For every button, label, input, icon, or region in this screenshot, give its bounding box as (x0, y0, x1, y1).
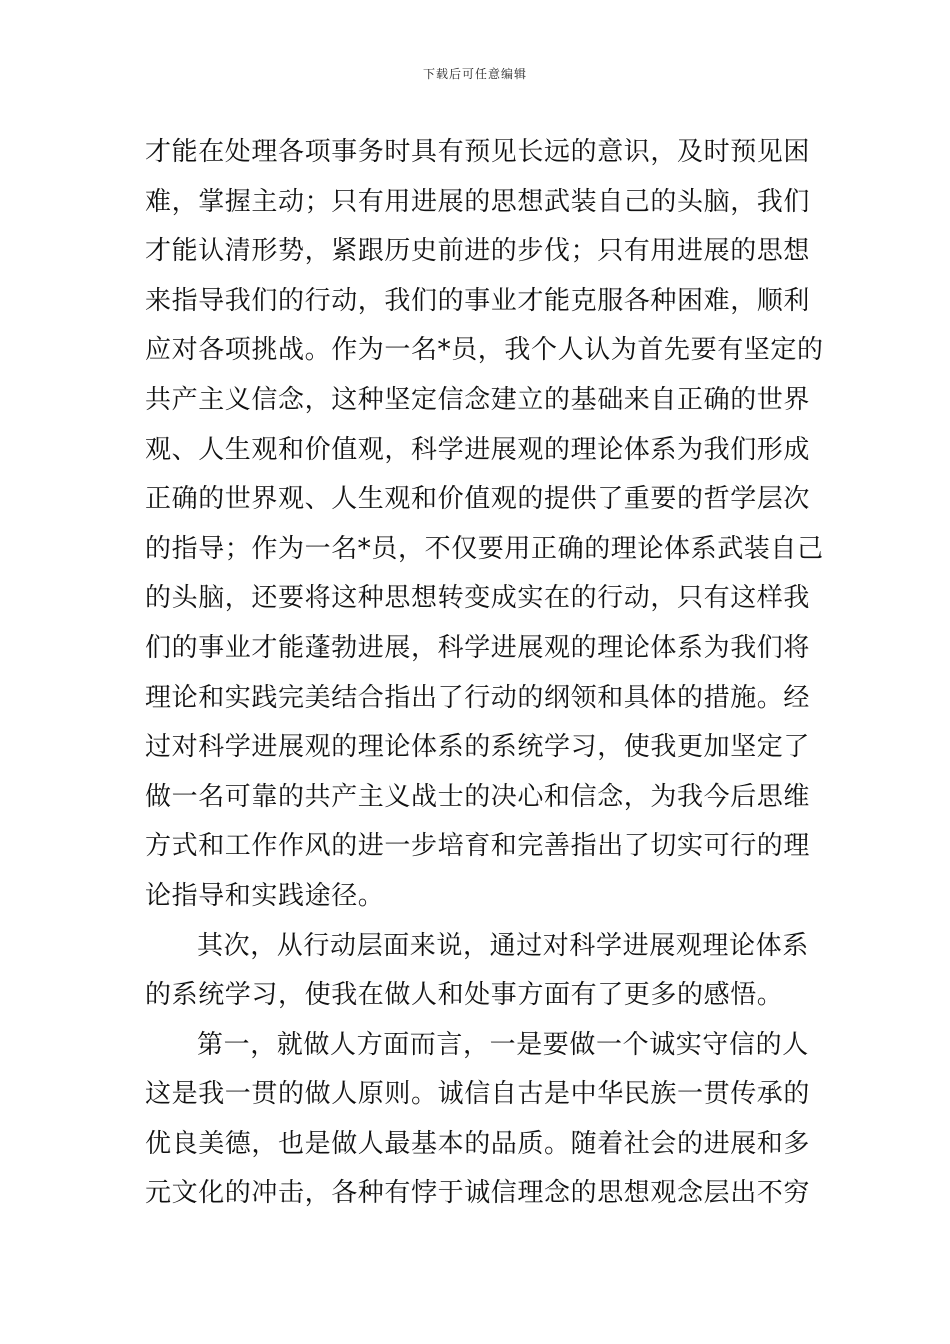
paragraph-first-line: 第一，就做人方面而言，一是要做一个诚实守信的人 (197, 1029, 809, 1060)
page-header: 下载后可任意编辑 (422, 67, 527, 81)
text-line: 来指导我们的行动，我们的事业才能克服各种困难，顺利 (145, 285, 811, 316)
text-line: 才能认清形势，紧跟历史前进的步伐；只有用进展的思想 (145, 236, 811, 267)
text-line: 的头脑，还要将这种思想转变成实在的行动，只有这样我 (145, 583, 811, 614)
text-line: 元文化的冲击，各种有悖于诚信理念的思想观念层出不穷 (145, 1178, 811, 1209)
text-line: 观、人生观和价值观，科学进展观的理论体系为我们形成 (145, 434, 811, 465)
text-line: 的系统学习，使我在做人和处事方面有了更多的感悟。 (145, 980, 784, 1011)
text-line: 理论和实践完美结合指出了行动的纲领和具体的措施。经 (145, 682, 811, 713)
text-line: 们的事业才能蓬勃进展，科学进展观的理论体系为我们将 (145, 632, 811, 663)
text-line: 优良美德，也是做人最基本的品质。随着社会的进展和多 (145, 1128, 811, 1159)
body-text (145, 128, 824, 1219)
text-line: 共产主义信念，这种坚定信念建立的基础来自正确的世界 (145, 384, 811, 415)
text-line: 做一名可靠的共产主义战士的决心和信念，为我今后思维 (145, 781, 811, 812)
text-line: 难，掌握主动；只有用进展的思想武装自己的头脑，我们 (145, 186, 811, 217)
text-line: 正确的世界观、人生观和价值观的提供了重要的哲学层次 (145, 484, 811, 515)
text-line: 的指导；作为一名*员，不仅要用正确的理论体系武装自己 (145, 533, 824, 564)
text-line: 论指导和实践途径。 (145, 880, 385, 911)
text-line: 这是我一贯的做人原则。诚信自古是中华民族一贯传承的 (145, 1079, 811, 1110)
text-line: 应对各项挑战。作为一名*员，我个人认为首先要有坚定的 (145, 335, 824, 366)
text-line: 才能在处理各项事务时具有预见长远的意识，及时预见困 (145, 137, 811, 167)
text-line: 过对科学进展观的理论体系的系统学习，使我更加坚定了 (145, 732, 811, 763)
paragraph-first-line: 其次，从行动层面来说，通过对科学进展观理论体系 (197, 930, 809, 961)
text-line: 方式和工作作风的进一步培育和完善指出了切实可行的理 (145, 831, 811, 862)
